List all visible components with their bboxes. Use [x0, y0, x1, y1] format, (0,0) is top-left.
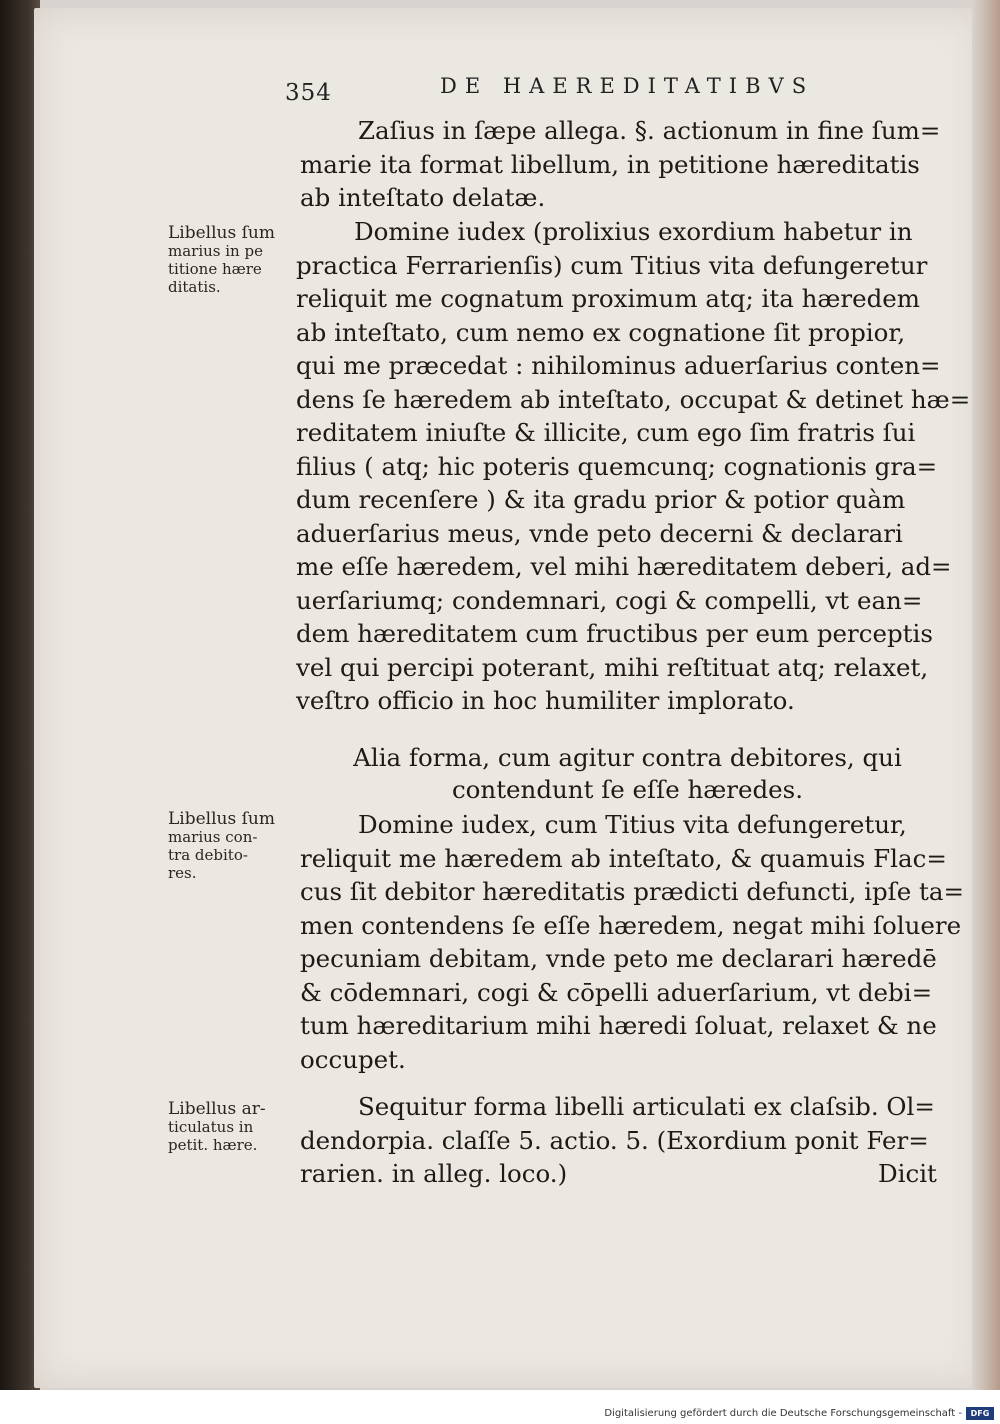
text-line: men contendens ſe eſſe hæredem, negat mihi ſoluere	[300, 910, 962, 940]
text-line: dum recenſere ) & ita gradu prior & potior quàm	[296, 485, 906, 514]
text-line: Zaſius in ſæpe allega. §. actionum in fine ſum=	[358, 116, 941, 145]
margin-note-line: Libellus ſum	[168, 223, 275, 243]
text-line: filius ( atq; hic poteris quemcunq; cognationis gra=	[296, 451, 938, 481]
margin-note-3	[168, 1100, 298, 1154]
text-line: reliquit me hæredem ab inteſtato, & quamuis Flac=	[300, 843, 947, 873]
text-line: marie ita format libellum, in petitione hæreditatis	[300, 149, 920, 179]
catchword: Dicit	[878, 1159, 937, 1188]
text-line: Domine iudex (prolixius exordium habetur in	[354, 217, 913, 246]
text-line: vel qui percipi poterant, mihi reſtituat atq; relaxet,	[296, 652, 929, 682]
running-head: DE HAEREDITATIBVS	[440, 74, 815, 98]
dfg-logo-icon: DFG	[966, 1407, 994, 1420]
margin-note-line: Libellus ar-	[168, 1099, 266, 1119]
margin-note-1	[168, 224, 298, 296]
footer-credit: Digitalisierung gefördert durch die Deutsche Forschungsgemeinschaft -	[604, 1408, 962, 1419]
text-line: qui me præcedat : nihilominus aduerſarius conten=	[296, 351, 941, 380]
text-line: ab inteſtato, cum nemo ex cognatione ſit propior,	[296, 317, 906, 347]
margin-note-line: titione hære	[168, 260, 262, 278]
paragraph-libellus-articulatus	[300, 1090, 935, 1191]
text-line: uerſariumq; condemnari, cogi & compelli, vt ean=	[296, 585, 923, 615]
margin-note-line: res.	[168, 864, 197, 882]
text-line: practica Ferrarienſis) cum Titius vita defungeretur	[296, 250, 928, 280]
margin-note-line: marius in pe	[168, 242, 263, 260]
page-edge	[972, 0, 1000, 1424]
margin-note-line: tra debito-	[168, 846, 248, 864]
text-line-content: rarien. in alleg. loco.)	[300, 1159, 568, 1188]
text-line: dem hæreditatem cum fructibus per eum perceptis	[296, 619, 933, 648]
text-line: & cōdemnari, cogi & cōpelli aduerſarium, vt debi=	[300, 977, 933, 1007]
margin-note-line: Libellus ſum	[168, 809, 275, 829]
text-line: pecuniam debitam, vnde peto me declarari hæredē	[300, 944, 937, 973]
paragraph-libellus-2	[300, 808, 964, 1076]
margin-note-line: ticulatus in	[168, 1118, 254, 1136]
text-line: reditatem iniuſte & illicite, cum ego ſim fratris ſui	[296, 418, 916, 447]
text-line: Sequitur forma libelli articulati ex claſsib. Ol=	[358, 1092, 935, 1121]
text-line: ab inteſtato delatæ.	[300, 183, 546, 212]
text-line: veſtro officio in hoc humiliter implorato.	[296, 686, 795, 715]
paragraph-intro	[300, 114, 940, 215]
margin-note-2	[168, 810, 298, 882]
page-number: 354	[285, 80, 332, 106]
margin-note-line: marius con-	[168, 828, 258, 846]
text-line: occupet.	[300, 1044, 406, 1074]
text-line: tum hæreditarium mihi hæredi ſoluat, relaxet & ne	[300, 1011, 937, 1040]
section-heading	[300, 742, 955, 806]
text-line: dens ſe hæredem ab inteſtato, occupat & detinet hæ=	[296, 384, 971, 414]
text-line	[300, 1157, 935, 1191]
heading-line: contendunt ſe eſſe hæredes.	[451, 775, 804, 804]
margin-note-line: petit. hære.	[168, 1136, 258, 1154]
text-line: dendorpia. claſſe 5. actio. 5. (Exordium ponit Fer=	[300, 1125, 929, 1155]
heading-line: Alia forma, cum agitur contra debitores, qui	[353, 743, 902, 772]
margin-note-line: ditatis.	[168, 278, 221, 296]
page-header	[285, 74, 885, 110]
text-line: cus ſit debitor hæreditatis prædicti defuncti, ipſe ta=	[300, 877, 965, 906]
text-line: aduerſarius meus, vnde peto decerni & declarari	[296, 518, 903, 548]
text-line: Domine iudex, cum Titius vita defungeretur,	[358, 810, 907, 839]
paragraph-libellus-1	[296, 215, 970, 718]
text-line: me eſſe hæredem, vel mihi hæreditatem deberi, ad=	[296, 552, 952, 581]
text-line: reliquit me cognatum proximum atq; ita hæredem	[296, 284, 921, 313]
